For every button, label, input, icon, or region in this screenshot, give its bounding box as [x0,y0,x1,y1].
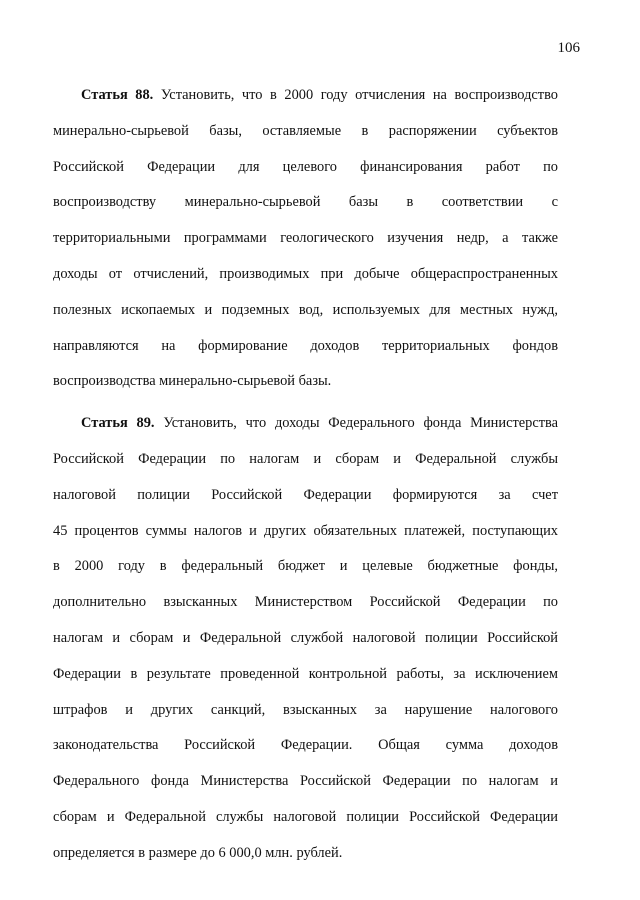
article-88-line-1 [53,78,558,114]
article-89-line-13: определяется в размере до 6 000,0 млн. рублей. [53,844,343,861]
article-88-line-8: направляются на формирование доходов территориальных фондов [53,337,558,354]
article-89-line-7: налогам и сборам и Федеральной службой налоговой полиции Российской [53,629,558,646]
article-89-line-9: штрафов и других санкций, взысканных за нарушение налогового [53,701,558,718]
page-number: 106 [557,40,580,56]
article-89-line-11: Федерального фонда Министерства Российской Федерации по налогам и [53,773,558,790]
article-88-line-9: воспроизводства минерально-сырьевой базы. [53,373,332,390]
article-88-text-1: Установить, что в 2000 году отчисления на воспроизводство [160,87,558,103]
article-88-line-2: минерально-сырьевой базы, оставляемые в распоряжении субъектов [53,122,558,139]
article-89-line-1 [53,406,558,442]
article-88-heading: Статья 88. [81,87,154,103]
article-89 [53,406,558,871]
article-88-line-3: Российской Федерации для целевого финансирования работ по [53,158,558,175]
article-89-line-10: законодательства Российской Федерации. Общая сумма доходов [53,737,558,754]
article-88-line-7: полезных ископаемых и подземных вод, используемых для местных нужд, [53,301,558,318]
article-89-line-3: налоговой полиции Российской Федерации формируются за счет [53,486,558,503]
document-body [53,78,558,872]
article-89-line-2: Российской Федерации по налогам и сборам и Федеральной службы [53,450,558,467]
article-89-text-1: Установить, что доходы Федерального фонда Министерства [163,415,558,432]
article-89-line-5: в 2000 году в федеральный бюджет и целевые бюджетные фонды, [53,558,558,575]
article-89-line-8: Федерации в результате проведенной контрольной работы, за исключением [53,665,558,682]
article-88-line-4: воспроизводству минерально-сырьевой базы в соответствии с [53,194,558,211]
article-89-line-12: сборам и Федеральной службы налоговой полиции Российской Федерации [53,808,558,825]
article-89-heading: Статья 89. [81,415,155,432]
article-88-line-5: территориальными программами геологического изучения недр, а также [53,230,558,247]
article-88 [53,78,558,400]
article-89-line-4: 45 процентов суммы налогов и других обязательных платежей, поступающих [53,522,558,539]
article-89-line-6: дополнительно взысканных Министерством Российской Федерации по [53,594,558,611]
article-88-line-6: доходы от отчислений, производимых при добыче общераспространенных [53,265,558,282]
